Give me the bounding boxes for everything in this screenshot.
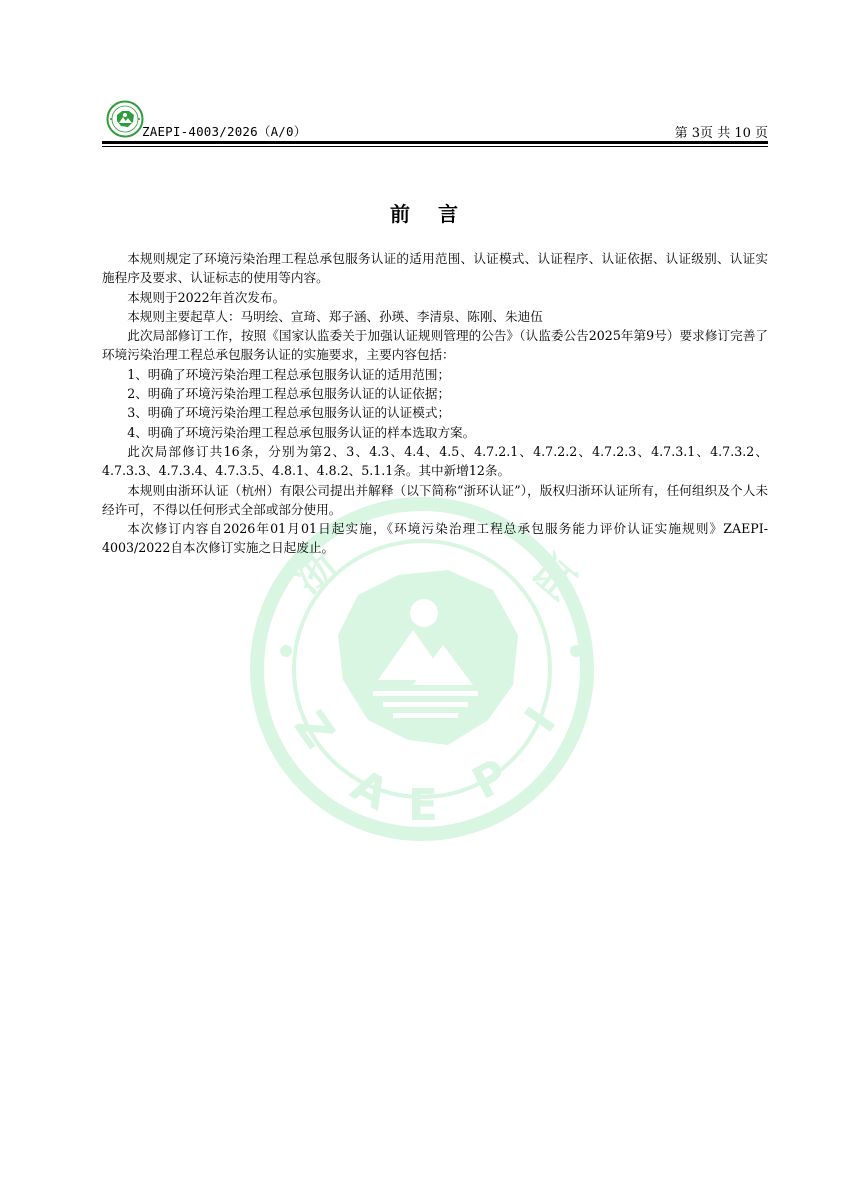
header-rule-thin — [102, 146, 768, 147]
zaepi-logo-icon — [106, 100, 144, 138]
list-item-2: 2、明确了环境污染治理工程总承包服务认证的认证依据； — [127, 386, 451, 402]
watermark-char-zheng: 证 — [521, 545, 586, 610]
page-number: 第 3页 共 10 页 — [674, 126, 768, 141]
list-item-1: 1、明确了环境污染治理工程总承包服务认证的适用范围； — [127, 366, 451, 382]
watermark-char-zhe: 浙 — [282, 538, 347, 603]
page-header — [102, 100, 768, 148]
preface-body — [102, 249, 768, 558]
paragraph-drafters: 本规则主要起草人：马明绘、宣琦、郑子涵、孙瑛、李清泉、陈刚、朱迪伍 — [127, 308, 543, 324]
watermark-letter-a: A — [342, 759, 397, 821]
list-item-3: 3、明确了环境污染治理工程总承包服务认证的认证模式； — [127, 405, 451, 421]
paragraph-copyright: 本规则由浙环认证（杭州）有限公司提出并解释（以下简称“浙环认证”），版权归浙环认证所有，任何组织及个人未经许可，不得以任何形式全部或部分使用。 — [102, 482, 768, 517]
list-item-4: 4、明确了环境污染治理工程总承包服务认证的样本选取方案。 — [127, 424, 476, 440]
paragraph-revision-basis: 此次局部修订工作，按照《国家认监委关于加强认证规则管理的公告》（认监委公告2025年第9号）要求修订完善了环境污染治理工程总承包服务认证的实施要求，主要内容包括： — [102, 328, 768, 363]
paragraph-revised-clauses: 此次局部修订共16条，分别为第2、3、4.3、4.4、4.5、4.7.2.1、4.7.2.2、4.7.2.3、4.7.3.1、4.7.3.2、4.7.3.3、4.7.3.4、4.7.3.5、4.8.1、4.8.2、5.1.1条。其中新增12条。 — [102, 443, 768, 479]
paragraph-scope: 本规则规定了环境污染治理工程总承包服务认证的适用范围、认证模式、认证程序、认证依据、认证级别、认证实施程序及要求、认证标志的使用等内容。 — [102, 251, 768, 286]
paragraph-first-release: 本规则于2022年首次发布。 — [127, 289, 286, 305]
watermark-letter-p: P — [464, 749, 517, 810]
watermark-letter-e: E — [408, 780, 439, 831]
watermark-letter-i: I — [515, 698, 567, 742]
paragraph-effective-date: 本次修订内容自2026年01月01日起实施，《环境污染治理工程总承包服务能力评价认证实施规则》ZAEPI-4003/2022自本次修订实施之日起废止。 — [102, 521, 768, 556]
watermark-letter-z: Z — [283, 702, 345, 758]
header-rule-thick — [102, 141, 768, 144]
document-code: ZAEPI-4003/2026（A/0） — [142, 124, 307, 139]
page-title: 前言 — [390, 202, 486, 226]
